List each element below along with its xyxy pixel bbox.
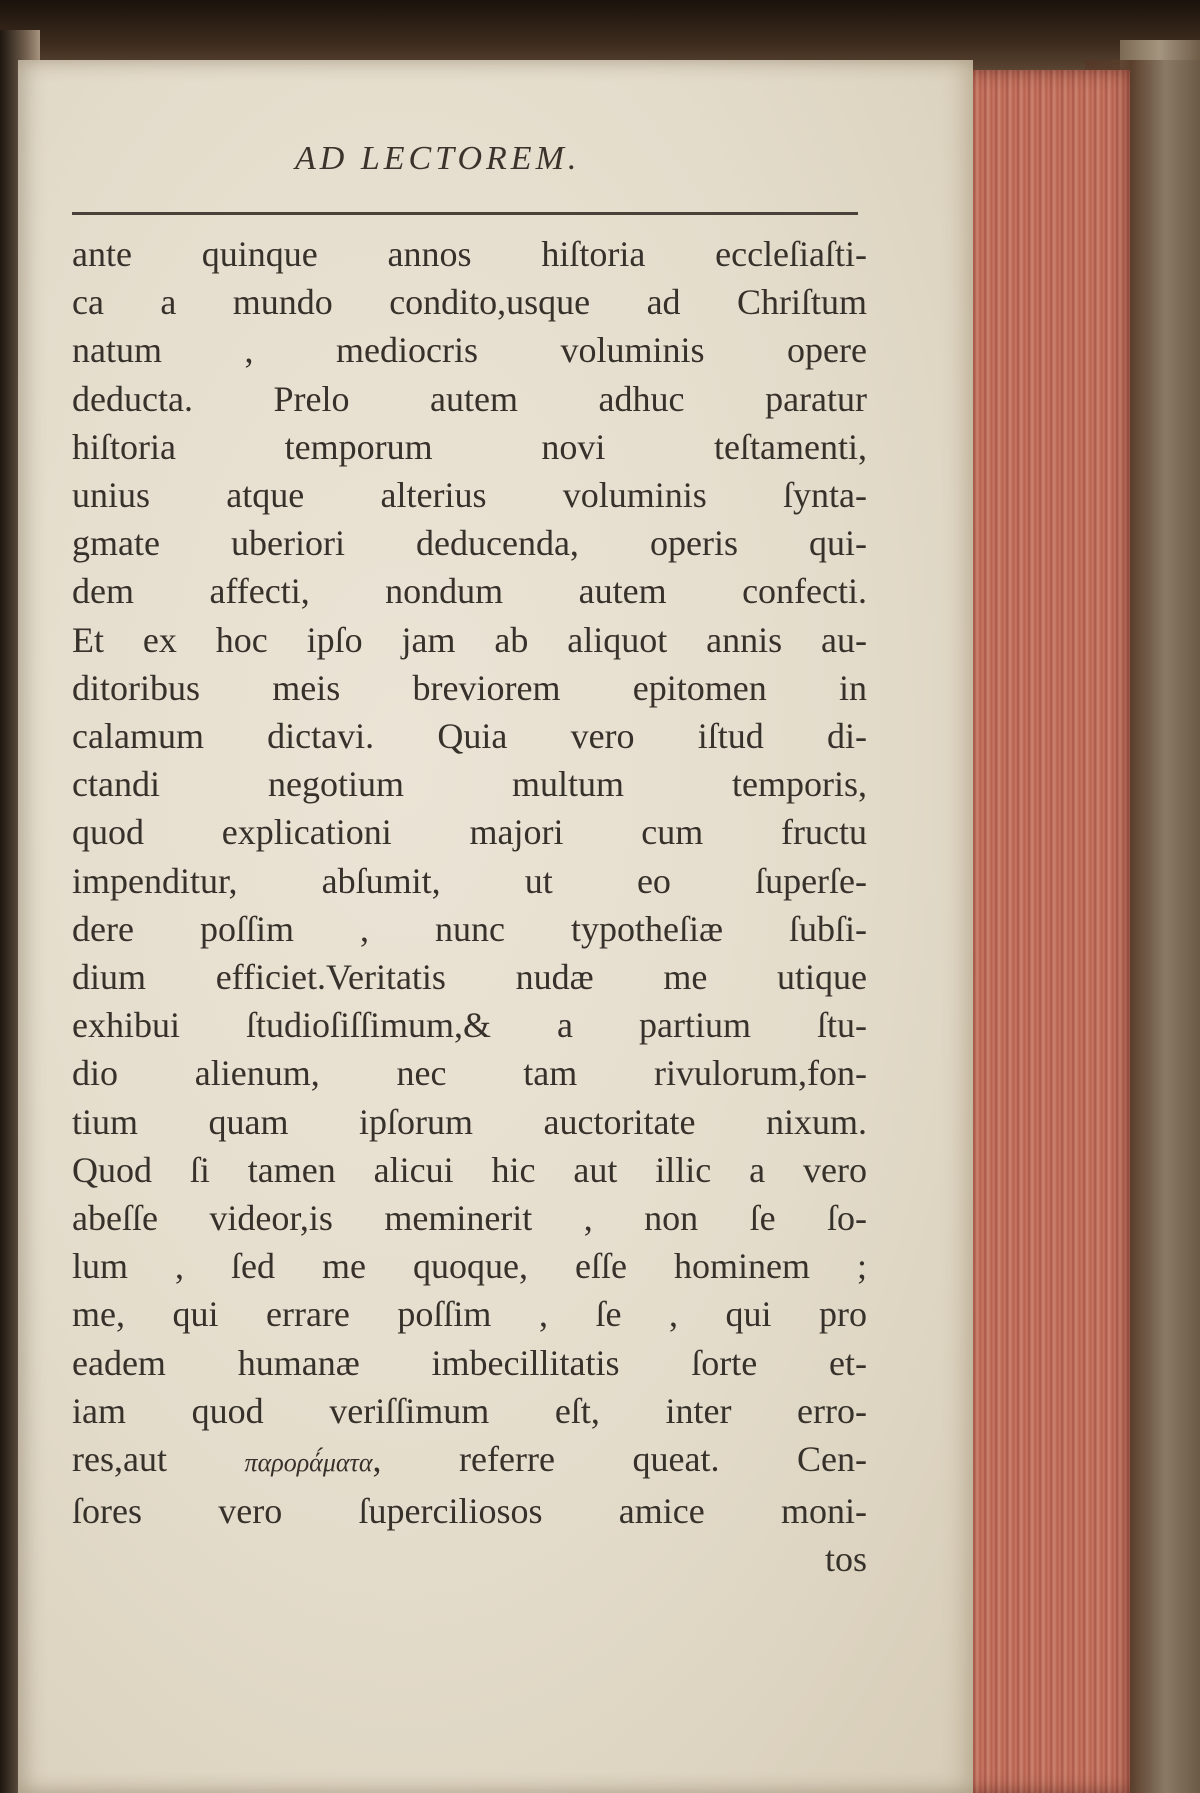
red-page-edges <box>958 70 1130 1793</box>
text-line: calamum dictavi. Quia vero iſtud di- <box>72 716 867 757</box>
greek-line-suffix: , referre queat. Cen- <box>372 1439 868 1480</box>
catchword: tos <box>824 1539 867 1580</box>
text-line: gmate uberiori deducenda, operis qui- <box>72 523 867 564</box>
text-line: ante quinque annos hiſtoria eccleſiaſti- <box>72 234 867 274</box>
text-line: ctandi negotium multum temporis, <box>72 764 867 805</box>
text-line: natum , mediocris voluminis opere <box>72 330 867 371</box>
body-text <box>72 230 872 1584</box>
text-line: dium efficiet.Veritatis nudæ me utique <box>72 957 867 998</box>
running-title: AD LECTOREM. <box>295 140 581 177</box>
text-line: lum , ſed me quoque, eſſe hominem ; <box>72 1246 867 1287</box>
text-line: exhibui ſtudioſiſſimum,& a partium ſtu- <box>72 1005 867 1046</box>
text-line: dio alienum, nec tam rivulorum,fon- <box>72 1053 867 1094</box>
text-line: Quod ſi tamen alicui hic aut illic a vero <box>72 1149 867 1190</box>
text-line-greek <box>72 1435 867 1487</box>
text-line: eadem humanæ imbecillitatis ſorte et- <box>72 1342 867 1383</box>
text-line: unius atque alterius voluminis ſynta- <box>72 475 867 516</box>
text-line: abeſſe videor,is meminerit , non ſe ſo- <box>72 1198 867 1239</box>
text-line: ditoribus meis breviorem epitomen in <box>72 667 867 708</box>
text-line: ca a mundo condito,usque ad Chriſtum <box>72 282 867 323</box>
text-line: Et ex hoc ipſo jam ab aliquot annis au- <box>72 619 867 660</box>
text-line: dem affecti, nondum autem confecti. <box>72 571 867 612</box>
text-line: me, qui errare poſſim , ſe , qui pro <box>72 1294 867 1335</box>
text-line: quod explicationi majori cum fructu <box>72 812 867 853</box>
text-line: impenditur, abſumit, ut eo ſuperſe- <box>72 860 867 901</box>
greek-word: παρορά́ματα <box>244 1448 373 1478</box>
text-line: tium quam ipſorum auctoritate nixum. <box>72 1101 867 1142</box>
header-rule <box>72 212 858 215</box>
text-line: iam quod veriſſimum eſt, inter erro- <box>72 1390 867 1431</box>
text-line: hiſtoria temporum novi teſtamenti, <box>72 426 867 467</box>
greek-line-prefix: res,aut <box>72 1439 167 1480</box>
text-line: ſores vero ſuperciliosos amice moni- <box>72 1491 867 1532</box>
text-line: dere poſſim , nunc typotheſiæ ſubſi- <box>72 908 867 949</box>
text-line: deducta. Prelo autem adhuc paratur <box>72 378 867 419</box>
